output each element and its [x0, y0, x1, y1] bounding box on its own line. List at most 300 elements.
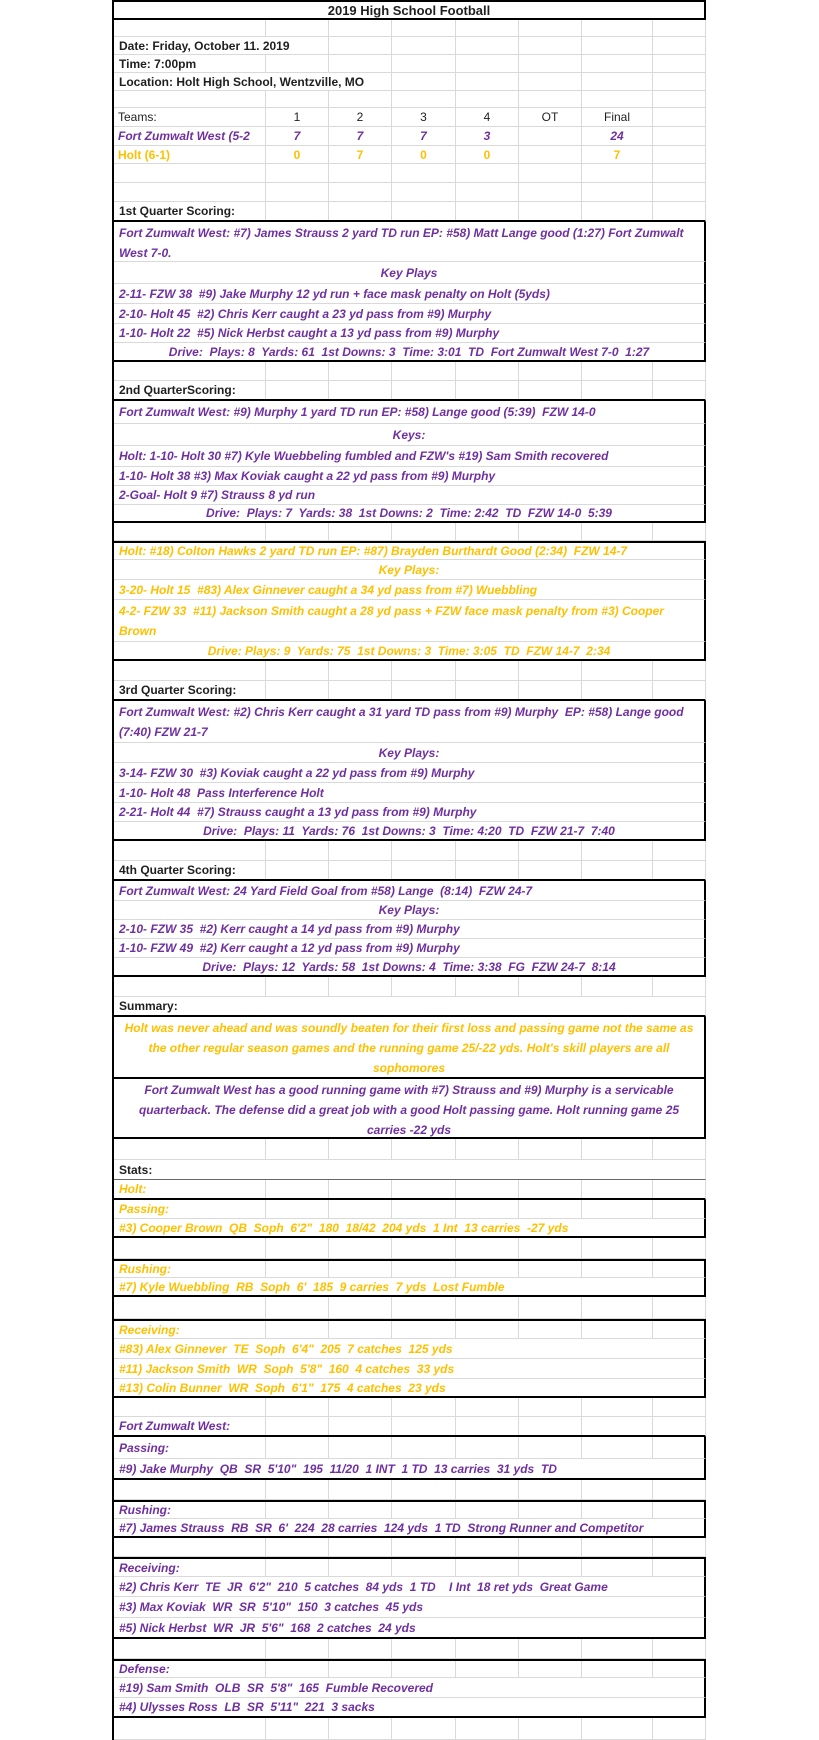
row-fzw-passing-1[interactable]: #9) Jake Murphy QB SR 5'10" 195 11/20 1 INT 1 TD 13 carries 31 yds TD	[114, 1459, 706, 1480]
cell-col-C[interactable]	[329, 1480, 392, 1499]
cell-col-F[interactable]	[519, 1139, 582, 1159]
cell-col-E[interactable]	[456, 183, 519, 201]
cell-col-D[interactable]	[392, 1398, 456, 1416]
cell-col-F[interactable]	[519, 37, 582, 54]
cell-col-D[interactable]	[392, 1661, 456, 1677]
cell-col-D[interactable]	[392, 1480, 456, 1499]
row-q2-holt-play-2[interactable]: 4-2- FZW 33 #11) Jackson Smith caught a 28 yd pass + FZW face mask penalty from #3) Cooper Brown	[114, 600, 706, 642]
row-fzw-rushing-label[interactable]	[114, 1500, 706, 1519]
row-q1-keyplays-label[interactable]: Key Plays	[114, 262, 706, 284]
cell-col-E[interactable]	[456, 1718, 519, 1739]
cell-col-C[interactable]	[329, 523, 392, 540]
row-fzw-receiving-1[interactable]: #2) Chris Kerr TE JR 6'2" 210 5 catches 84 yds 1 TD I Int 18 ret yds Great Game	[114, 1577, 706, 1597]
row-sp16[interactable]	[114, 1639, 706, 1659]
cell-col-H[interactable]	[653, 202, 706, 220]
row-summary-fzw[interactable]: Fort Zumwalt West has a good running game with #7) Strauss and #9) Murphy is a servicable quarterback. The defense did a great job with a good Holt passing game. Holt running game 25 carries -22 yds	[114, 1079, 706, 1139]
cell-col-E[interactable]	[456, 1480, 519, 1499]
cell-col-H[interactable]	[653, 362, 706, 380]
cell-col-G[interactable]	[582, 164, 653, 182]
cell-col-B[interactable]	[266, 841, 329, 860]
cell-col-H[interactable]	[653, 1559, 706, 1576]
cell-col-E[interactable]	[456, 1297, 519, 1318]
cell-col-G[interactable]	[582, 1139, 653, 1159]
cell-col-C[interactable]	[329, 1538, 392, 1556]
cell-col-B[interactable]	[266, 1437, 329, 1458]
cell-col-H[interactable]	[653, 1661, 706, 1677]
row-holt-passing-1[interactable]: #3) Cooper Brown QB Soph 6'2" 180 18/42 204 yds 1 Int 13 carries -27 yds	[114, 1219, 706, 1238]
cell-col-B[interactable]	[266, 1238, 329, 1258]
row-sp4[interactable]	[114, 183, 706, 202]
cell-col-C[interactable]: 2	[329, 108, 392, 126]
cell-col-H[interactable]	[653, 1261, 706, 1277]
cell-col-G[interactable]	[582, 661, 653, 680]
row-q2-label[interactable]	[114, 381, 706, 401]
cell-col-C[interactable]	[329, 977, 392, 996]
row-sp3[interactable]	[114, 164, 706, 183]
cell-col-A[interactable]	[114, 91, 266, 107]
cell-col-H[interactable]	[653, 977, 706, 996]
row-teams-header[interactable]	[114, 108, 706, 127]
cell-col-G[interactable]: 7	[582, 146, 653, 163]
cell-col-E[interactable]	[456, 1502, 519, 1518]
cell-col-A[interactable]	[114, 523, 266, 540]
cell-col-F[interactable]	[519, 1321, 582, 1338]
row-q3-keyplays-label[interactable]: Key Plays:	[114, 743, 706, 763]
cell-col-B[interactable]	[266, 523, 329, 540]
row-q4-play-1[interactable]: 2-10- FZW 35 #2) Kerr caught a 14 yd pass from #9) Murphy	[114, 920, 706, 939]
cell-col-D[interactable]	[392, 1417, 456, 1435]
row-sp7[interactable]	[114, 661, 706, 681]
cell-col-E[interactable]	[456, 362, 519, 380]
cell-col-C[interactable]	[329, 681, 392, 699]
cell-col-F[interactable]	[519, 841, 582, 860]
cell-col-F[interactable]	[519, 202, 582, 220]
cell-col-E[interactable]	[456, 523, 519, 540]
cell-col-A[interactable]	[114, 841, 266, 860]
cell-col-F[interactable]	[519, 1261, 582, 1277]
cell-col-D[interactable]: 0	[392, 146, 456, 163]
row-q2-play-1[interactable]: Holt: 1-10- Holt 30 #7) Kyle Wuebbeling fumbled and FZW's #19) Sam Smith recovered	[114, 446, 706, 467]
cell-col-C[interactable]	[329, 91, 392, 107]
cell-col-F[interactable]	[519, 1639, 582, 1658]
cell-col-E[interactable]	[456, 91, 519, 107]
cell-col-H[interactable]	[653, 1238, 706, 1258]
cell-col-H[interactable]	[653, 1139, 706, 1159]
cell-col-H[interactable]	[653, 20, 706, 36]
cell-col-G[interactable]	[582, 362, 653, 380]
cell-col-G[interactable]	[582, 1297, 653, 1318]
row-q2-play-2[interactable]: 1-10- Holt 38 #3) Max Koviak caught a 22 yd pass from #9) Murphy	[114, 467, 706, 486]
cell-col-A[interactable]	[114, 1238, 266, 1258]
cell-col-H[interactable]	[653, 1321, 706, 1338]
cell-col-E[interactable]	[456, 202, 519, 220]
cell-col-F[interactable]	[519, 523, 582, 540]
row-q2-holt-drive[interactable]: Drive: Plays: 9 Yards: 75 1st Downs: 3 Time: 3:05 TD FZW 14-7 2:34	[114, 642, 706, 661]
row-q1-play-2[interactable]: 2-10- Holt 45 #2) Chris Kerr caught a 23 yd pass from #9) Murphy	[114, 304, 706, 324]
cell-col-F[interactable]	[519, 861, 582, 879]
cell-col-E[interactable]	[456, 164, 519, 182]
cell-col-D[interactable]	[392, 523, 456, 540]
row-q4-score[interactable]: Fort Zumwalt West: 24 Yard Field Goal from #58) Lange (8:14) FZW 24-7	[114, 881, 706, 901]
cell-col-F[interactable]	[519, 55, 582, 72]
cell-col-D[interactable]	[392, 1297, 456, 1318]
cell-col-E[interactable]	[456, 1200, 519, 1218]
cell-col-D[interactable]	[392, 1180, 456, 1198]
row-sp9[interactable]	[114, 977, 706, 997]
row-q3-label[interactable]	[114, 681, 706, 701]
cell-col-E[interactable]	[456, 1538, 519, 1556]
cell-col-F[interactable]	[519, 1502, 582, 1518]
cell-col-C[interactable]	[329, 1502, 392, 1518]
cell-col-D[interactable]	[392, 202, 456, 220]
cell-col-F[interactable]	[519, 73, 582, 90]
cell-col-F[interactable]	[519, 1180, 582, 1198]
cell-col-F[interactable]	[519, 1661, 582, 1677]
cell-col-H[interactable]	[653, 1718, 706, 1739]
cell-col-F[interactable]	[519, 1718, 582, 1739]
cell-col-H[interactable]	[653, 1297, 706, 1318]
cell-col-F[interactable]	[519, 681, 582, 699]
cell-col-G[interactable]	[582, 1502, 653, 1518]
cell-col-A[interactable]	[114, 1398, 266, 1416]
cell-col-G[interactable]	[582, 1238, 653, 1258]
cell-col-E[interactable]: 0	[456, 146, 519, 163]
cell-col-C[interactable]	[329, 1261, 392, 1277]
cell-col-G[interactable]	[582, 841, 653, 860]
row-q4-drive[interactable]: Drive: Plays: 12 Yards: 58 1st Downs: 4 Time: 3:38 FG FZW 24-7 8:14	[114, 958, 706, 977]
cell-col-A[interactable]: Fort Zumwalt West (5-2	[114, 127, 266, 145]
row-q3-play-1[interactable]: 3-14- FZW 30 #3) Koviak caught a 22 yd pass from #9) Murphy	[114, 763, 706, 783]
cell-col-B[interactable]	[266, 1639, 329, 1658]
cell-col-D[interactable]	[392, 1718, 456, 1739]
cell-col-H[interactable]	[653, 661, 706, 680]
cell-col-E[interactable]	[456, 1417, 519, 1435]
cell-col-E[interactable]	[456, 1661, 519, 1677]
cell-col-A[interactable]	[114, 1297, 266, 1318]
row-holt-receiving-label[interactable]	[114, 1319, 706, 1339]
cell-col-A[interactable]	[114, 20, 266, 36]
cell-col-F[interactable]	[519, 1238, 582, 1258]
cell-col-B[interactable]	[266, 20, 329, 36]
cell-col-B[interactable]	[266, 362, 329, 380]
cell-col-G[interactable]	[582, 55, 653, 72]
row-sp12[interactable]	[114, 1297, 706, 1319]
row-q2-keys-label[interactable]: Keys:	[114, 424, 706, 446]
cell-col-C[interactable]	[329, 1718, 392, 1739]
cell-col-D[interactable]	[392, 977, 456, 996]
cell-col-C[interactable]	[329, 183, 392, 201]
row-fzw-defense-1[interactable]: #19) Sam Smith OLB SR 5'8" 165 Fumble Recovered	[114, 1678, 706, 1698]
cell-col-D[interactable]	[392, 1437, 456, 1458]
row-q2-holt-play-1[interactable]: 3-20- Holt 15 #83) Alex Ginnever caught a 34 yd pass from #7) Wuebbling	[114, 580, 706, 600]
cell-col-B[interactable]	[266, 1538, 329, 1556]
cell-col-H[interactable]	[653, 1200, 706, 1218]
cell-col-D[interactable]: 7	[392, 127, 456, 145]
cell-col-A[interactable]	[114, 661, 266, 680]
cell-col-D[interactable]	[392, 1200, 456, 1218]
cell-col-B[interactable]	[266, 1417, 329, 1435]
row-q2-holt-keyplays-label[interactable]: Key Plays:	[114, 560, 706, 580]
cell-col-F[interactable]	[519, 1297, 582, 1318]
cell-col-A[interactable]	[114, 977, 266, 996]
row-q4-label[interactable]	[114, 861, 706, 881]
cell-col-F[interactable]	[519, 1200, 582, 1218]
cell-col-H[interactable]	[653, 681, 706, 699]
cell-col-C[interactable]	[329, 362, 392, 380]
cell-col-G[interactable]	[582, 1180, 653, 1198]
cell-col-H[interactable]	[653, 108, 706, 126]
cell-col-D[interactable]	[392, 841, 456, 860]
cell-col-D[interactable]	[392, 1559, 456, 1576]
cell-col-B[interactable]	[266, 681, 329, 699]
cell-col-B[interactable]: 0	[266, 146, 329, 163]
row-q1-score[interactable]: Fort Zumwalt West: #7) James Strauss 2 yard TD run EP: #58) Matt Lange good (1:27) Fort Zumwalt West 7-0.	[114, 222, 706, 262]
cell-col-A[interactable]	[114, 1139, 266, 1159]
cell-col-H[interactable]	[653, 164, 706, 182]
cell-col-B[interactable]	[266, 55, 329, 72]
row-q1-label[interactable]	[114, 202, 706, 222]
cell-col-G[interactable]	[582, 1437, 653, 1458]
cell-col-B[interactable]	[266, 1200, 329, 1218]
cell-col-B[interactable]	[266, 1661, 329, 1677]
cell-col-D[interactable]	[392, 55, 456, 72]
cell-col-H[interactable]	[653, 1417, 706, 1435]
cell-col-F[interactable]: OT	[519, 108, 582, 126]
row-fzw-receiving-2[interactable]: #3) Max Koviak WR SR 5'10" 150 3 catches 45 yds	[114, 1597, 706, 1618]
cell-col-F[interactable]	[519, 977, 582, 996]
row-holt-rushing-label[interactable]	[114, 1259, 706, 1278]
cell-col-A[interactable]	[114, 1480, 266, 1499]
cell-col-F[interactable]	[519, 1437, 582, 1458]
row-sp10[interactable]	[114, 1139, 706, 1160]
cell-col-F[interactable]	[519, 661, 582, 680]
cell-col-G[interactable]: Final	[582, 108, 653, 126]
cell-col-H[interactable]	[653, 55, 706, 72]
cell-col-D[interactable]: 3	[392, 108, 456, 126]
cell-col-H[interactable]	[653, 1398, 706, 1416]
cell-col-D[interactable]	[392, 1261, 456, 1277]
cell-col-F[interactable]	[519, 1417, 582, 1435]
row-q2-play-3[interactable]: 2-Goal- Holt 9 #7) Strauss 8 yd run	[114, 486, 706, 505]
row-q3-play-2[interactable]: 1-10- Holt 48 Pass Interference Holt	[114, 783, 706, 803]
row-date[interactable]	[114, 37, 706, 55]
row-sp15[interactable]	[114, 1538, 706, 1557]
cell-col-E[interactable]	[456, 20, 519, 36]
cell-col-D[interactable]	[392, 1502, 456, 1518]
row-q4-play-2[interactable]: 1-10- FZW 49 #2) Kerr caught a 12 yd pass from #9) Murphy	[114, 939, 706, 958]
cell-col-C[interactable]	[329, 861, 392, 879]
cell-col-B[interactable]	[266, 661, 329, 680]
cell-col-B[interactable]	[266, 1502, 329, 1518]
row-sp13[interactable]	[114, 1398, 706, 1417]
cell-col-E[interactable]: 3	[456, 127, 519, 145]
row-fzw-defense-2[interactable]: #4) Ulysses Ross LB SR 5'11" 221 3 sacks	[114, 1698, 706, 1718]
cell-col-B[interactable]	[266, 1297, 329, 1318]
cell-col-A[interactable]	[114, 183, 266, 201]
row-holt-receiving-2[interactable]: #11) Jackson Smith WR Soph 5'8" 160 4 catches 33 yds	[114, 1359, 706, 1379]
cell-col-H[interactable]	[653, 1502, 706, 1518]
row-summary-label[interactable]: Summary:	[114, 997, 706, 1017]
cell-col-D[interactable]	[392, 861, 456, 879]
cell-col-G[interactable]	[582, 91, 653, 107]
cell-col-B[interactable]	[266, 202, 329, 220]
cell-col-B[interactable]	[266, 1398, 329, 1416]
cell-col-E[interactable]	[456, 1559, 519, 1576]
cell-col-H[interactable]	[653, 523, 706, 540]
cell-col-E[interactable]	[456, 841, 519, 860]
cell-col-A[interactable]: Holt (6-1)	[114, 146, 266, 163]
cell-col-C[interactable]	[329, 1200, 392, 1218]
cell-col-H[interactable]	[653, 1480, 706, 1499]
cell-col-G[interactable]	[582, 37, 653, 54]
cell-col-E[interactable]	[456, 1139, 519, 1159]
row-sp14[interactable]	[114, 1480, 706, 1500]
row-q1-play-3[interactable]: 1-10- Holt 22 #5) Nick Herbst caught a 13 yd pass from #9) Murphy	[114, 324, 706, 343]
cell-col-G[interactable]	[582, 1480, 653, 1499]
row-fzw-receiving-label[interactable]	[114, 1557, 706, 1577]
cell-col-H[interactable]	[653, 183, 706, 201]
row-time[interactable]	[114, 55, 706, 73]
cell-col-C[interactable]	[329, 202, 392, 220]
cell-col-F[interactable]	[519, 20, 582, 36]
cell-col-H[interactable]	[653, 91, 706, 107]
row-title[interactable]: 2019 High School Football	[114, 0, 706, 20]
row-sp11[interactable]	[114, 1238, 706, 1259]
cell-col-A[interactable]	[114, 1718, 266, 1739]
cell-col-G[interactable]	[582, 1417, 653, 1435]
cell-col-E[interactable]: 4	[456, 108, 519, 126]
cell-col-B[interactable]	[266, 91, 329, 107]
row-fzw-score[interactable]	[114, 127, 706, 146]
cell-col-B[interactable]	[266, 1321, 329, 1338]
cell-col-D[interactable]	[392, 1238, 456, 1258]
cell-col-E[interactable]	[456, 977, 519, 996]
cell-col-G[interactable]	[582, 681, 653, 699]
row-q2-holt-score[interactable]: Holt: #18) Colton Hawks 2 yard TD run EP: #87) Brayden Burthardt Good (2:34) FZW 14-7	[114, 541, 706, 560]
cell-col-G[interactable]: 24	[582, 127, 653, 145]
cell-col-C[interactable]	[329, 1180, 392, 1198]
cell-col-C[interactable]: 7	[329, 127, 392, 145]
cell-col-F[interactable]	[519, 1559, 582, 1576]
cell-col-G[interactable]	[582, 1321, 653, 1338]
cell-col-C[interactable]	[329, 1661, 392, 1677]
cell-col-E[interactable]	[456, 861, 519, 879]
cell-col-F[interactable]	[519, 183, 582, 201]
cell-col-H[interactable]	[653, 127, 706, 145]
cell-col-D[interactable]	[392, 164, 456, 182]
row-fzw-defense-label[interactable]	[114, 1659, 706, 1678]
row-location[interactable]	[114, 73, 706, 91]
cell-col-H[interactable]	[653, 1437, 706, 1458]
row-fzw-passing-label[interactable]	[114, 1437, 706, 1459]
cell-col-C[interactable]	[329, 1417, 392, 1435]
cell-col-D[interactable]	[392, 20, 456, 36]
cell-col-D[interactable]	[392, 1538, 456, 1556]
row-sp17[interactable]	[114, 1718, 706, 1740]
cell-col-C[interactable]	[329, 1297, 392, 1318]
cell-col-F[interactable]	[519, 1538, 582, 1556]
cell-col-B[interactable]: 1	[266, 108, 329, 126]
row-q3-drive[interactable]: Drive: Plays: 11 Yards: 76 1st Downs: 3 Time: 4:20 TD FZW 21-7 7:40	[114, 822, 706, 841]
cell-col-D[interactable]	[392, 1139, 456, 1159]
cell-col-C[interactable]	[329, 37, 392, 54]
row-sp6[interactable]	[114, 523, 706, 541]
cell-col-C[interactable]	[329, 1398, 392, 1416]
cell-col-F[interactable]	[519, 1480, 582, 1499]
cell-col-C[interactable]	[329, 1639, 392, 1658]
cell-col-G[interactable]	[582, 977, 653, 996]
cell-col-E[interactable]	[456, 1639, 519, 1658]
cell-col-C[interactable]: 7	[329, 146, 392, 163]
cell-col-A[interactable]	[114, 164, 266, 182]
cell-col-C[interactable]	[329, 841, 392, 860]
cell-col-E[interactable]	[456, 1180, 519, 1198]
cell-col-B[interactable]: 7	[266, 127, 329, 145]
cell-col-E[interactable]	[456, 73, 519, 90]
cell-col-C[interactable]	[329, 381, 392, 399]
row-q1-play-1[interactable]: 2-11- FZW 38 #9) Jake Murphy 12 yd run + face mask penalty on Holt (5yds)	[114, 284, 706, 304]
cell-col-B[interactable]	[266, 381, 329, 399]
cell-col-D[interactable]	[392, 183, 456, 201]
row-sp1[interactable]	[114, 20, 706, 37]
cell-col-D[interactable]	[392, 1639, 456, 1658]
row-q2-fzw-drive[interactable]: Drive: Plays: 7 Yards: 38 1st Downs: 2 Time: 2:42 TD FZW 14-0 5:39	[114, 505, 706, 523]
row-summary-holt[interactable]: Holt was never ahead and was soundly beaten for their first loss and passing game not the same as the other regular season games and the running game 25/-22 yds. Holt's skill players are all sophomores	[114, 1017, 706, 1079]
cell-col-G[interactable]	[582, 381, 653, 399]
cell-col-B[interactable]	[266, 164, 329, 182]
cell-col-H[interactable]	[653, 37, 706, 54]
cell-col-B[interactable]	[266, 1480, 329, 1499]
row-sp5[interactable]	[114, 362, 706, 381]
row-holt-rushing-1[interactable]: #7) Kyle Wuebbling RB Soph 6' 185 9 carries 7 yds Lost Fumble	[114, 1278, 706, 1297]
cell-col-C[interactable]	[329, 164, 392, 182]
cell-col-F[interactable]	[519, 91, 582, 107]
cell-col-A[interactable]: Teams:	[114, 108, 266, 126]
cell-col-G[interactable]	[582, 1661, 653, 1677]
cell-col-D[interactable]	[392, 362, 456, 380]
cell-col-G[interactable]	[582, 523, 653, 540]
row-q1-drive[interactable]: Drive: Plays: 8 Yards: 61 1st Downs: 3 Time: 3:01 TD Fort Zumwalt West 7-0 1:27	[114, 343, 706, 362]
cell-col-F[interactable]	[519, 164, 582, 182]
cell-col-B[interactable]	[266, 1718, 329, 1739]
cell-col-C[interactable]	[329, 55, 392, 72]
cell-col-A[interactable]	[114, 362, 266, 380]
cell-col-E[interactable]	[456, 681, 519, 699]
cell-col-F[interactable]	[519, 1398, 582, 1416]
cell-col-G[interactable]	[582, 73, 653, 90]
cell-col-G[interactable]	[582, 1200, 653, 1218]
cell-col-H[interactable]	[653, 146, 706, 163]
cell-col-B[interactable]	[266, 861, 329, 879]
row-sp2[interactable]	[114, 91, 706, 108]
cell-col-E[interactable]	[456, 1261, 519, 1277]
cell-col-G[interactable]	[582, 1718, 653, 1739]
cell-col-E[interactable]	[456, 661, 519, 680]
cell-col-E[interactable]	[456, 381, 519, 399]
row-holt-receiving-3[interactable]: #13) Colin Bunner WR Soph 6'1" 175 4 catches 23 yds	[114, 1379, 706, 1398]
cell-col-E[interactable]	[456, 1238, 519, 1258]
cell-col-D[interactable]	[392, 37, 456, 54]
row-sp8[interactable]	[114, 841, 706, 861]
cell-col-E[interactable]	[456, 37, 519, 54]
cell-col-B[interactable]	[266, 1261, 329, 1277]
cell-col-F[interactable]	[519, 146, 582, 163]
row-q3-play-3[interactable]: 2-21- Holt 44 #7) Strauss caught a 13 yd pass from #9) Murphy	[114, 803, 706, 822]
cell-col-B[interactable]	[266, 1559, 329, 1576]
cell-col-F[interactable]	[519, 362, 582, 380]
row-q4-keyplays-label[interactable]: Key Plays:	[114, 901, 706, 920]
row-holt-passing-label[interactable]	[114, 1200, 706, 1219]
